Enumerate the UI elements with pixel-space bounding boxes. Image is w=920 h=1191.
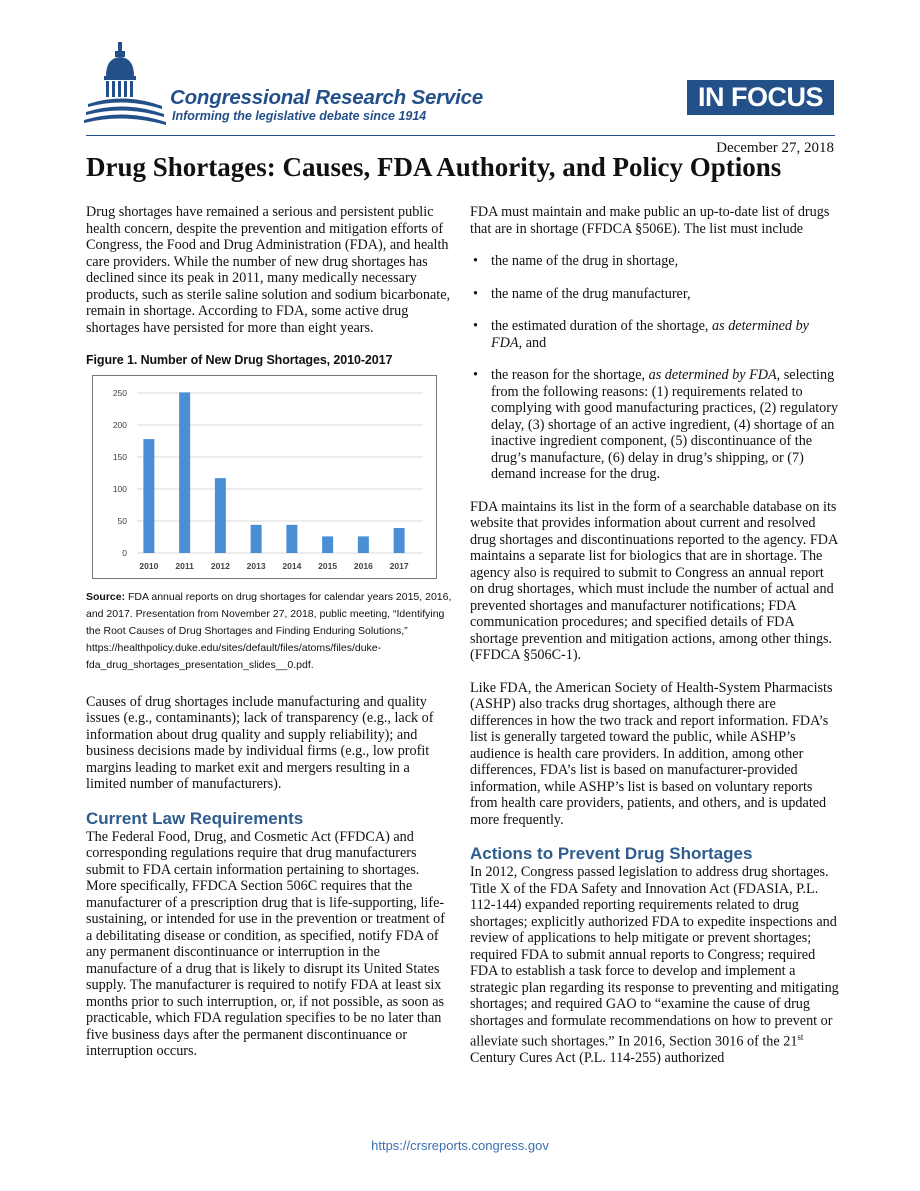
figure-caption: Figure 1. Number of New Drug Shortages, 2010-2017 (86, 353, 393, 367)
list-item: • the name of the drug manufacturer, (473, 285, 691, 302)
brand-tagline: Informing the legislative debate since 1914 (172, 109, 427, 123)
heading-current-law: Current Law Requirements (86, 808, 304, 828)
bar-2013 (251, 524, 262, 552)
bar-2016 (358, 536, 369, 553)
bullet-icon: • (473, 285, 478, 302)
x-tick-label: 2012 (210, 560, 230, 571)
bar-2010 (143, 439, 154, 553)
y-tick-label: 100 (112, 483, 127, 494)
list-item: • the estimated duration of the shortage, as determined by FDA, and (473, 318, 809, 351)
x-tick-label: 2015 (318, 560, 338, 571)
list-item: • the name of the drug in shortage, (473, 253, 679, 269)
bullet-icon: • (473, 253, 478, 269)
footer-link[interactable]: https://crsreports.congress.gov (371, 1138, 549, 1153)
current-law-paragraph: The Federal Food, Drug, and Cosmetic Act (FFDCA) and corresponding regulations require that drug manufacturers submit to FDA certain information pertaining to shortages. More specifically, FFDCA Section 506C requires that the manufacturer of a prescription drug that is life-supporting, life-sustaining, or intended for use in the prevention or treatment of a debilitating disease or condition, as specified, notify FDA of any permanent discontinuance or interruption in the manufacture of a drug that is likely to disrupt its United States supply. The manufacturer is required to notify FDA at least six months prior to such interruption, or, if not possible, as soon as practicable, which FDA regulation specifies to be no later than five business days after the permanent discontinuance or interruption occurs. (86, 828, 445, 1059)
heading-actions: Actions to Prevent Drug Shortages (470, 844, 753, 863)
header-rule (86, 135, 835, 136)
y-tick-label: 50 (117, 515, 127, 526)
bullet-icon: • (473, 367, 478, 383)
intro-paragraph: Drug shortages have remained a serious and persistent public health concern, despite the prevention and mitigation efforts of Congress, the Food and Drug Administration (FDA), and health care providers. While the number of new drug shortages has declined since its peak in 2011, many medically necessary products, such as sterile saline solution and sodium bicarbonate, remain in shortage. According to FDA, some active drug shortages have persisted for more than eight years. (86, 204, 451, 336)
bullet-icon: • (473, 318, 478, 334)
y-tick-label: 250 (112, 387, 127, 398)
report-header (0, 0, 920, 156)
list-item: • the reason for the shortage, as determined by FDA, selecting from the following reasons: (1) requirements related to complying with good manufacturing practices, (2) regulatory delay, (3) shortage of an active ingredient, (4) shortage of an inactive ingredient component, (5) discontinuance of the drug’s manufacture, (6) delay in drug’s shipping, or (7) demand increase for the drug. (473, 367, 839, 482)
required-info-list (470, 253, 840, 483)
report-date: December 27, 2018 (716, 140, 834, 156)
fda-database-paragraph: FDA maintains its list in the form of a searchable database on its website that provides information about current and resolved drug shortages and discontinuations reported to the agency. FDA maintains a separate list for biologics that are in shortage. The agency also is required to submit to Congress an annual report on drug shortages, which must include the number of actual and prevented shortages and manufacturer notifications; FDA communication procedures; and specified details of FDA shortage prevention and mitigation actions, among other things. (FFDCA §506C-1). (470, 498, 838, 663)
ashp-paragraph: Like FDA, the American Society of Health-System Pharmacists (ASHP) also tracks drug shortages, although there are differences in how the two track and report information. FDA’s list is generally targeted toward the public, while ASHP’s audience is health care providers. In addition, among other differences, FDA’s list is based on manufacturer-provided information, while ASHP’s list is based on voluntary reports from health care providers, patients, and others, and is updated more frequently. (470, 679, 833, 828)
y-tick-label: 200 (112, 419, 127, 430)
page-title: Drug Shortages: Causes, FDA Authority, and Policy Options (86, 152, 782, 182)
bar-2012 (215, 478, 226, 553)
y-tick-label: 150 (112, 451, 127, 462)
left-column (86, 204, 452, 1076)
brand-name: Congressional Research Service (170, 86, 484, 109)
x-tick-label: 2011 (175, 560, 194, 571)
x-tick-label: 2013 (246, 560, 266, 571)
figure-source (86, 589, 452, 674)
in-focus-badge: IN FOCUS (687, 80, 834, 115)
x-tick-label: 2016 (353, 560, 373, 571)
capitol-dome-icon (84, 40, 174, 132)
source-label: Source: (86, 590, 126, 603)
bar-chart (92, 375, 437, 579)
source-text: FDA annual reports on drug shortages for calendar years 2015, 2016, and 2017. Presentation from November 27, 2018, public meeting, “Identifying the Root Causes of Drug Shortages and Finding Enduring Solutions,” https://healthpolicy.duke.edu/sites/default/files/atoms/files/duke-fda_drug_shortages_presentation_slides__0.pdf. (86, 590, 452, 671)
x-tick-label: 2014 (282, 560, 302, 571)
bar-chart-svg (93, 376, 436, 578)
right-column (470, 204, 840, 1083)
x-tick-label: 2017 (389, 560, 409, 571)
bar-2015 (322, 536, 333, 553)
bar-2017 (394, 528, 405, 553)
causes-paragraph: Causes of drug shortages include manufacturing and quality issues (e.g., contaminants); lack of transparency (e.g., lack of information about drug quality and supply reliability); and business decisions made by individual firms (e.g., low profit margins leading to market exit and mergers resulting in a limited number of manufacturers). (86, 693, 434, 792)
x-tick-label: 2010 (139, 560, 159, 571)
actions-paragraph: In 2012, Congress passed legislation to address drug shortages. Title X of the FDA Safety and Innovation Act (FDASIA, P.L. 112-144) expanded reporting requirements related to drug shortages; explicitly authorized FDA to expedite inspections and review of applications to help mitigate or prevent shortages; required FDA to submit annual reports to Congress; required FDA to establish a task force to develop and implement a strategic plan regarding its response to preventing and mitigating shortages; and required GAO to “examine the cause of drug shortages and formulate recommendations on how to prevent or alleviate such shortages.” In 2016, Section 3016 of the 21st Century Cures Act (P.L. 114-255) authorized (470, 864, 839, 1067)
bar-2011 (179, 392, 190, 553)
y-tick-label: 0 (122, 547, 127, 558)
bar-2014 (286, 524, 297, 552)
list-intro-paragraph: FDA must maintain and make public an up-to-date list of drugs that are in shortage (FFDCA §506E). The list must include (470, 204, 830, 237)
